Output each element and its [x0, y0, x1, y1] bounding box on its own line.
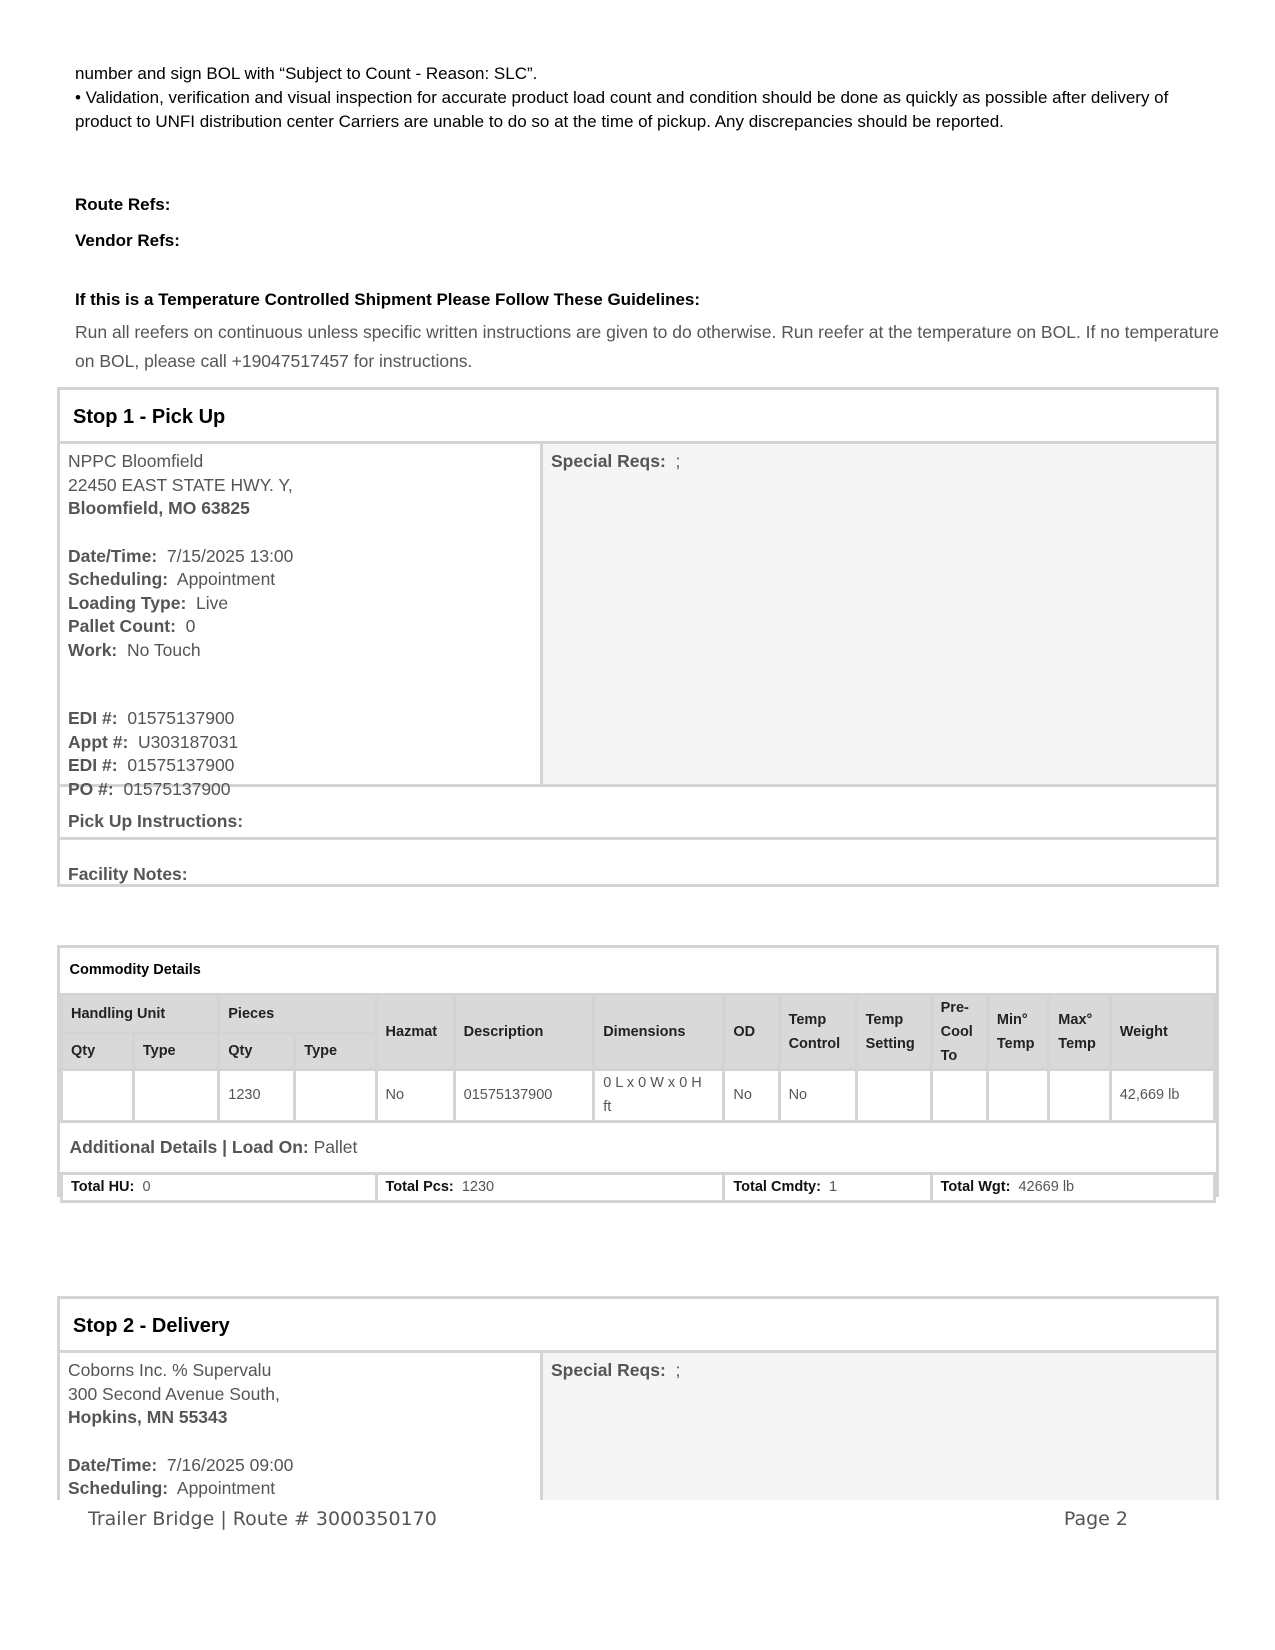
stop-1-loading-type: Loading Type: Live — [68, 592, 229, 613]
cell-dimensions: 0 L x 0 W x 0 H ft — [594, 1069, 724, 1121]
cell-pcs-type — [295, 1069, 376, 1121]
additional-details-row — [62, 1121, 1215, 1173]
cell-precool — [931, 1069, 987, 1121]
table-row — [62, 1069, 1215, 1121]
stop-2-box — [57, 1296, 1219, 1500]
stop-1-pallet-count: Pallet Count: 0 — [68, 616, 196, 636]
totals-row — [62, 1173, 1215, 1201]
stop-2-details — [60, 1353, 543, 1500]
cell-pcs-qty: 1230 — [219, 1069, 295, 1121]
stop-1-special-reqs: Special Reqs: ; — [543, 444, 1216, 784]
route-refs-label: Route Refs: — [75, 195, 171, 214]
stop-1-edi-2: EDI #: 01575137900 — [68, 755, 235, 775]
cell-description: 01575137900 — [454, 1069, 594, 1121]
stop-2-city: Hopkins, MN 55343 — [68, 1407, 228, 1427]
stop-1-work: Work: No Touch — [68, 639, 201, 660]
stop-1-po: PO #: 01575137900 — [68, 778, 231, 799]
cell-hazmat: No — [376, 1069, 454, 1121]
intro-line-1: number and sign BOL with “Subject to Count - Reason: SLC”. — [75, 64, 538, 83]
load-on-value: Pallet — [313, 1136, 358, 1157]
stop-1-box — [57, 387, 1219, 887]
temperature-guidelines: Run all reefers on continuous unless specific written instructions are given to do otherwise. Run reefer at the temperature on BOL. If no temperature on BOL, please call +19047517457 for instructions. — [75, 322, 1219, 371]
stop-1-facility-notes: Facility Notes: — [60, 837, 1216, 890]
header-temp-control: Temp Control — [779, 994, 856, 1069]
cell-weight: 42,669 lb — [1110, 1069, 1214, 1121]
header-pcs-qty: Qty — [219, 1034, 295, 1069]
stop-1-appt: Appt #: U303187031 — [68, 731, 239, 752]
header-temp-setting: Temp Setting — [856, 994, 931, 1069]
stop-2-name: Coborns Inc. % Supervalu — [68, 1360, 272, 1380]
stop-1-scheduling: Scheduling: Appointment — [68, 569, 276, 589]
header-hu-type: Type — [133, 1034, 218, 1069]
stop-2-scheduling: Scheduling: Appointment — [68, 1478, 276, 1498]
commodity-details-title: Commodity Details — [62, 948, 1215, 994]
cell-min-temp — [987, 1069, 1048, 1121]
total-cmdty: Total Cmdty: 1 — [724, 1173, 931, 1201]
intro-line-2: • Validation, verification and visual inspection for accurate product load count and condition should be done as quickly as possible after delivery of product to UNFI distribution center Carriers are unable to do so at the time of pickup. Any discrepancies should be reported. — [75, 88, 1169, 131]
cell-od: No — [724, 1069, 779, 1121]
stop-1-address: 22450 EAST STATE HWY. Y, — [68, 474, 293, 495]
intro-text — [75, 62, 1205, 134]
total-pcs: Total Pcs: 1230 — [376, 1173, 724, 1201]
header-min-temp: Min° Temp — [987, 994, 1048, 1069]
page-footer — [88, 1508, 1128, 1530]
stop-2-title: Stop 2 - Delivery — [60, 1299, 1216, 1353]
stop-2-datetime: Date/Time: 7/16/2025 09:00 — [68, 1454, 294, 1475]
header-description: Description — [454, 994, 594, 1069]
header-od: OD — [724, 994, 779, 1069]
total-hu: Total HU: 0 — [62, 1173, 377, 1201]
stop-1-datetime: Date/Time: 7/15/2025 13:00 — [68, 545, 294, 566]
refs-block — [75, 195, 180, 267]
header-precool-to: Pre- Cool To — [931, 994, 987, 1069]
cell-temp-control: No — [779, 1069, 856, 1121]
commodity-table — [60, 948, 1216, 1203]
cell-max-temp — [1049, 1069, 1110, 1121]
stop-1-name: NPPC Bloomfield — [68, 451, 204, 471]
cell-temp-setting — [856, 1069, 931, 1121]
header-weight: Weight — [1110, 994, 1214, 1069]
vendor-refs-label: Vendor Refs: — [75, 231, 180, 250]
cell-hu-type — [133, 1069, 218, 1121]
stop-1-pickup-instructions: Pick Up Instructions: — [60, 784, 1216, 837]
header-dimensions: Dimensions — [594, 994, 724, 1069]
stop-1-city: Bloomfield, MO 63825 — [68, 498, 250, 518]
stop-2-address: 300 Second Avenue South, — [68, 1383, 280, 1404]
footer-route: Trailer Bridge | Route # 3000350170 — [88, 1508, 437, 1530]
stop-2-special-reqs: Special Reqs: ; — [543, 1353, 1216, 1500]
additional-details-label: Additional Details | Load On: — [69, 1136, 309, 1157]
cell-hu-qty — [62, 1069, 134, 1121]
header-hu-qty: Qty — [62, 1034, 134, 1069]
stop-1-edi-1: EDI #: 01575137900 — [68, 708, 235, 728]
stop-1-title: Stop 1 - Pick Up — [60, 390, 1216, 444]
header-hazmat: Hazmat — [376, 994, 454, 1069]
footer-page-number: Page 2 — [1063, 1508, 1128, 1530]
total-wgt: Total Wgt: 42669 lb — [931, 1173, 1214, 1201]
stop-1-details — [60, 444, 543, 799]
header-pieces: Pieces — [219, 994, 376, 1034]
header-pcs-type: Type — [295, 1034, 376, 1069]
header-handling-unit: Handling Unit — [62, 994, 219, 1034]
temperature-heading: If this is a Temperature Controlled Shipment Please Follow These Guidelines: — [75, 290, 701, 309]
commodity-details-box — [57, 945, 1219, 1197]
header-max-temp: Max° Temp — [1049, 994, 1110, 1069]
